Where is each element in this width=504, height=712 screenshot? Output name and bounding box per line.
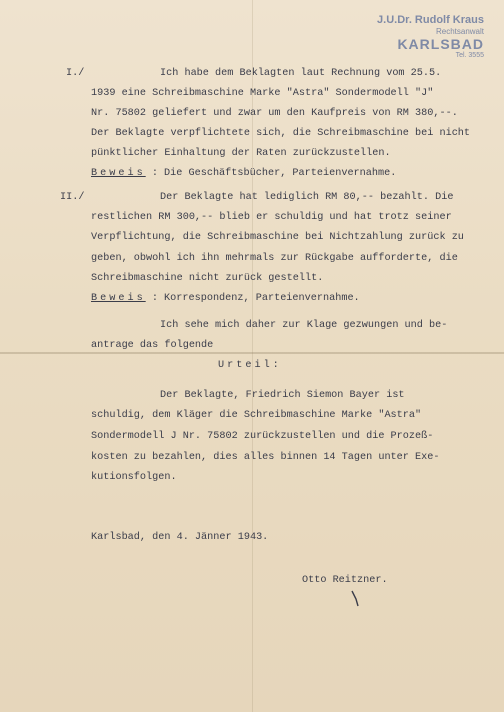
evidence-text: : Die Geschäftsbücher, Parteienvernahme. — [151, 168, 397, 179]
stamp-city: KARLSBAD — [397, 35, 484, 52]
section-number-2: II./ — [60, 192, 85, 203]
closing-line-1: Ich sehe mich daher zur Klage gezwungen und be- — [160, 320, 448, 331]
evidence-label: Beweis — [91, 168, 146, 179]
section1-line-2: 1939 eine Schreibmaschine Marke "Astra" Sondermodell "J" — [91, 88, 434, 99]
lawyer-stamp — [334, 14, 484, 60]
section2-line-5: Schreibmaschine nicht zurück gestellt. — [91, 273, 324, 284]
section2-line-4: geben, obwohl ich ihn mehrmals zur Rückgabe aufforderte, die — [91, 253, 458, 264]
section1-evidence — [91, 168, 396, 179]
section1-line-4: Der Beklagte verpflichtete sich, die Schreibmaschine bei nicht — [91, 128, 471, 139]
stamp-phone: Tel. 3555 — [455, 51, 484, 59]
verdict-heading: Urteil: — [218, 360, 282, 371]
section2-line-1: Der Beklagte hat lediglich RM 80,-- bezahlt. Die — [160, 192, 454, 203]
section1-line-5: pünktlicher Einhaltung der Raten zurückzustellen. — [91, 148, 391, 159]
verdict-line-2: schuldig, dem Kläger die Schreibmaschine Marke "Astra" — [91, 410, 422, 421]
section1-line-3: Nr. 75802 geliefert und zwar um den Kaufpreis von RM 380,--. — [91, 108, 458, 119]
closing-line-2: antrage das folgende — [91, 340, 214, 351]
fold-line-vertical — [252, 0, 253, 712]
section-number-1: I./ — [66, 68, 85, 79]
verdict-line-1: Der Beklagte, Friedrich Siemon Bayer ist — [160, 390, 405, 401]
stamp-name: J.U.Dr. Rudolf Kraus — [377, 14, 484, 26]
stamp-title: Rechtsanwalt — [435, 26, 484, 36]
verdict-line-4: kosten zu bezahlen, dies alles binnen 14 Tagen unter Exe- — [91, 452, 440, 463]
verdict-line-3: Sondermodell J Nr. 75802 zurückzustellen und die Prozeß- — [91, 431, 434, 442]
verdict-line-5: kutionsfolgen. — [91, 472, 177, 483]
evidence-label: Beweis — [91, 293, 146, 304]
signature-mark — [350, 590, 360, 608]
evidence-text: : Korrespondenz, Parteienvernahme. — [151, 293, 360, 304]
section1-line-1: Ich habe dem Beklagten laut Rechnung vom 25.5. — [160, 68, 442, 79]
section2-line-3: Verpflichtung, die Schreibmaschine bei Nichtzahlung zurück zu — [91, 232, 464, 243]
section2-evidence — [91, 293, 360, 304]
place-date: Karlsbad, den 4. Jänner 1943. — [91, 532, 269, 543]
signatory-name: Otto Reitzner. — [302, 575, 388, 586]
section2-line-2: restlichen RM 300,-- blieb er schuldig und hat trotz seiner — [91, 212, 452, 223]
